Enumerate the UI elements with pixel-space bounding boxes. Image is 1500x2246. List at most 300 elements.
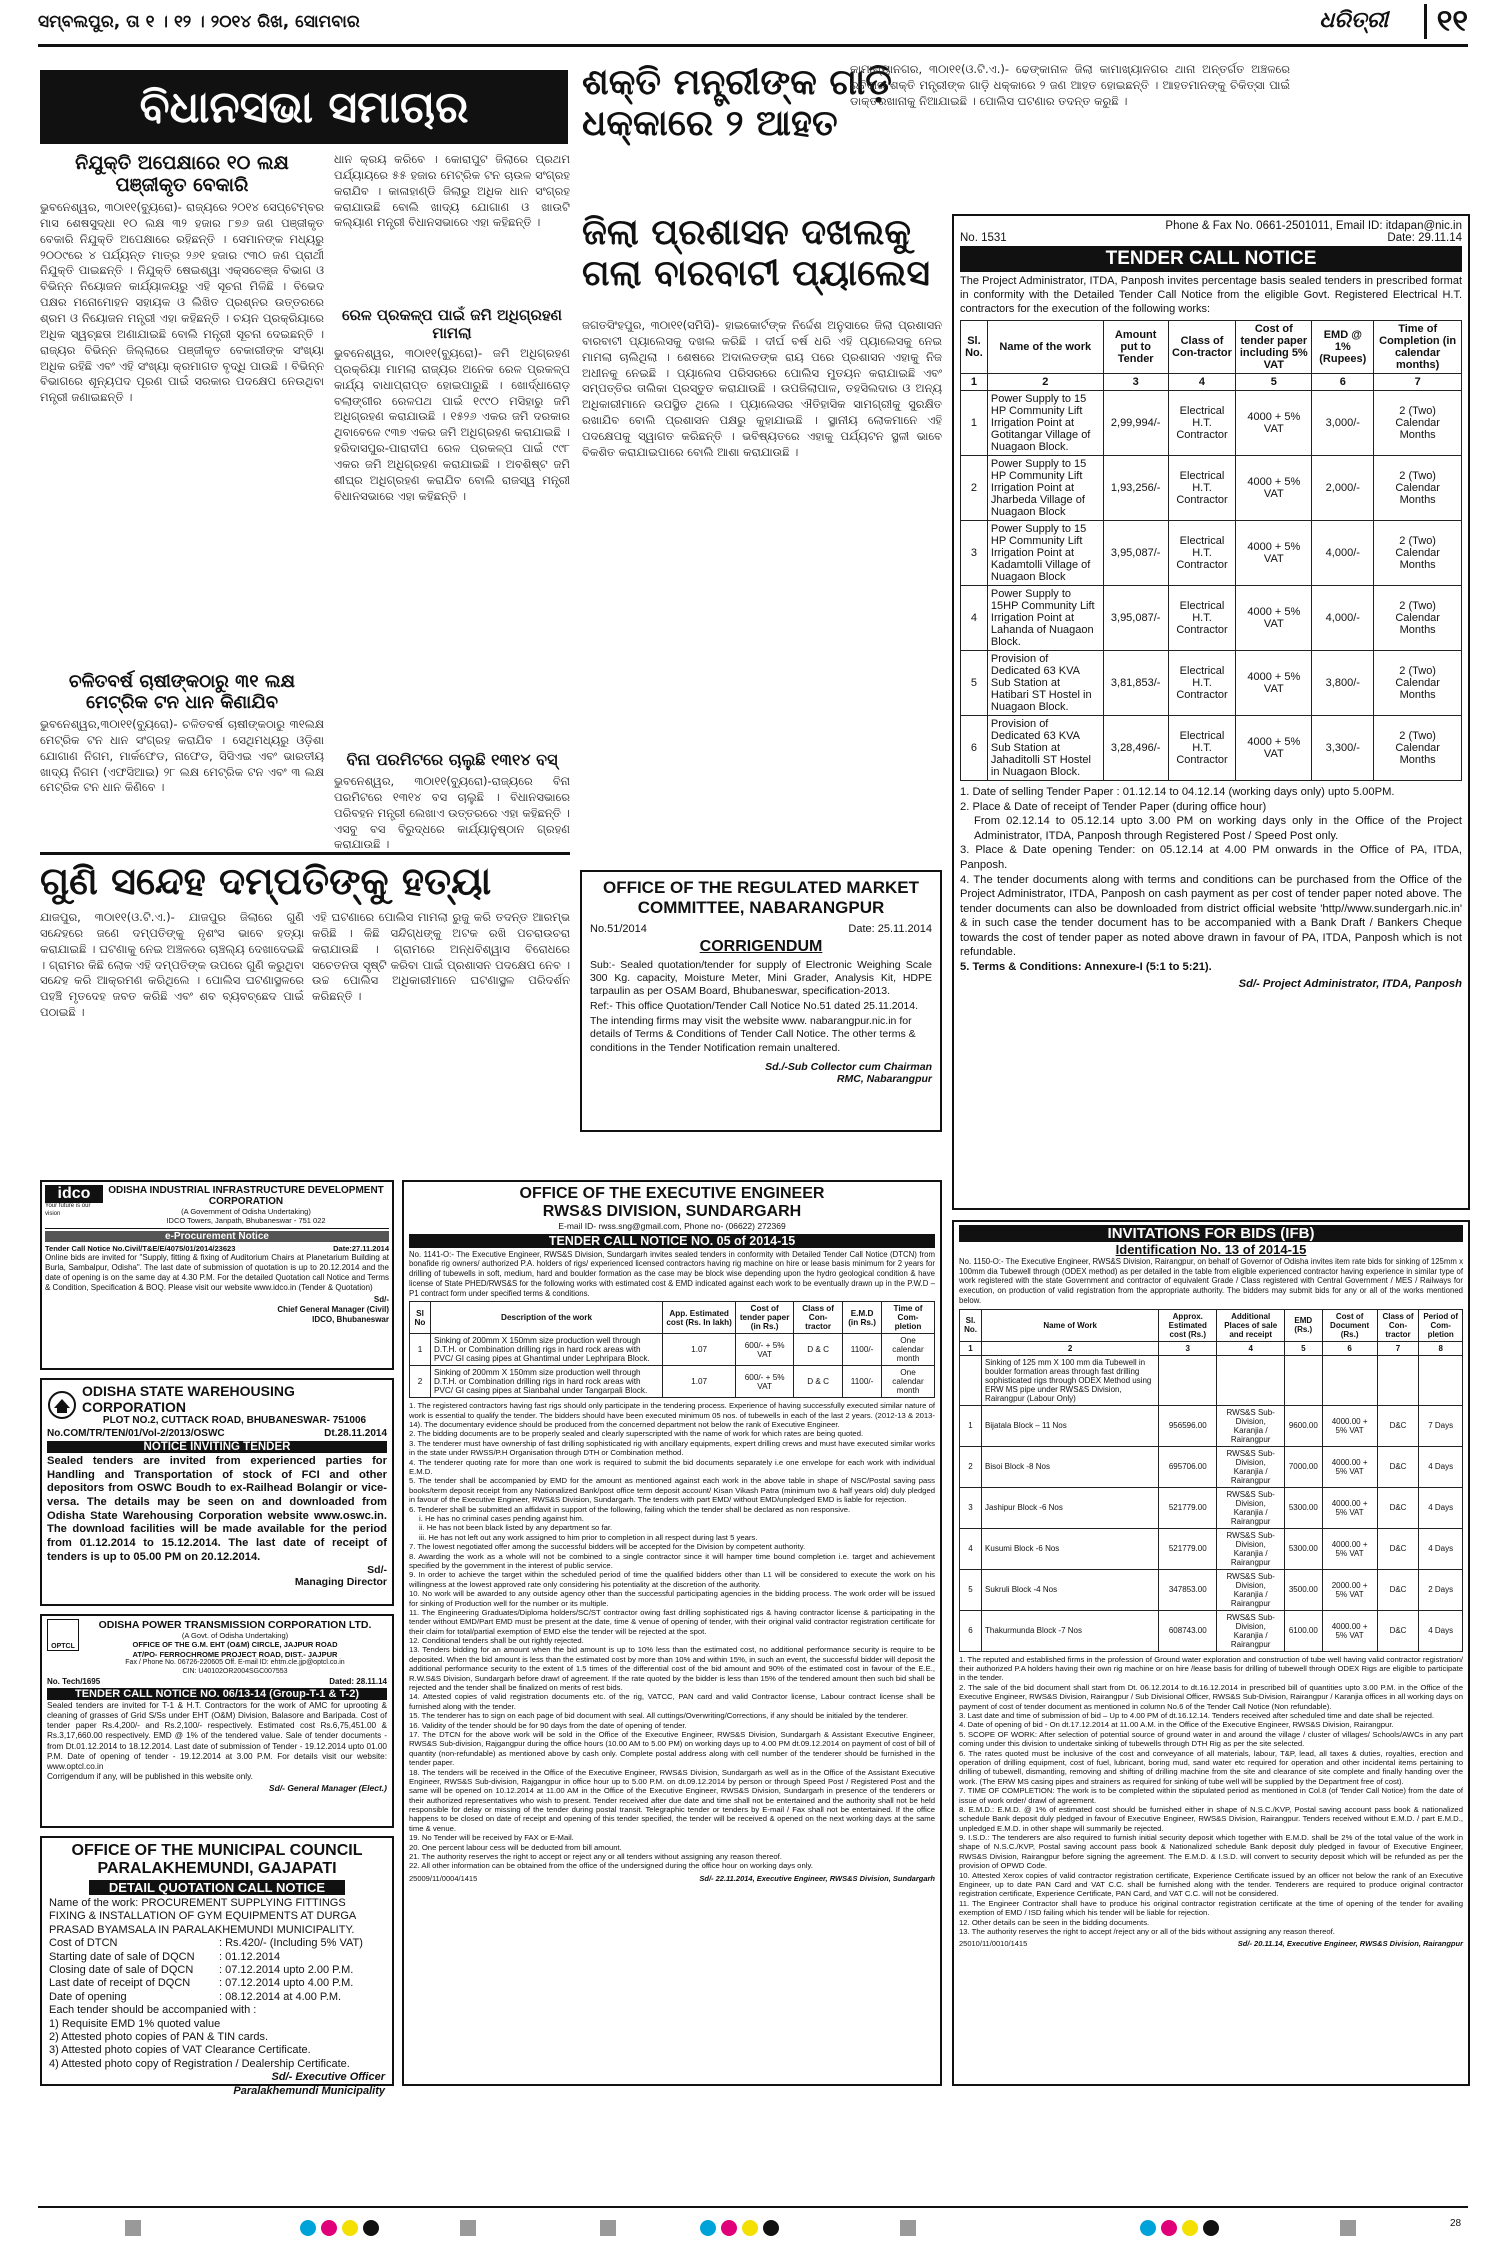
optcl-title: TENDER CALL NOTICE NO. 06/13-14 (Group-T-1 & T-2) xyxy=(47,1688,387,1700)
itda-note-2b: From 02.12.14 to 05.12.14 upto 3.00 PM on working days only in the Office of the Project Administrator, ITDA, Panposh through Registered Post / Speed Post only. xyxy=(974,815,1462,842)
rws-cell: 1.07 xyxy=(663,1366,736,1398)
headline-palace-a: ଜିଲା ପ୍ରଶାସନ ଦଖଲକୁ xyxy=(582,212,912,253)
pmc-notice xyxy=(40,1836,394,2097)
ifb-cell: 4 Days xyxy=(1419,1487,1463,1528)
optcl-addr-1: OFFICE OF THE G.M. EHT (O&M) CIRCLE, JAJPUR ROAD xyxy=(132,1640,338,1650)
article-paddy-cont: ଧାନ କ୍ରୟ କରିବେ । କୋରାପୁଟ ଜିଲାରେ ପ୍ରଥମ ପର୍ଯ୍ୟାୟରେ ୫୫ ହଜାର ମେଟ୍ରିକ ଟନ ଚାଉଳ ସଂଗ୍ରହ କରାଯିବ । କାଳାହାଣ୍ଡି ଜିଲାରୁ ଅଧିକ ଧାନ ସଂଗ୍ରହ କରାଯାଉଛି ବୋଲି ଖାଦ୍ୟ ଯୋଗାଣ ଓ ଖାଉଟି କଲ୍ୟାଣ ମନ୍ତ୍ରୀ ବିଧାନସଭାରେ ଏହା କହିଛନ୍ତି । xyxy=(334,152,570,230)
ifb-sign: Sd/- 20.11.14, Executive Engineer, RWS&S Division, Rairangpur xyxy=(1237,1939,1463,1949)
rws-header: Class of Con-tractor xyxy=(794,1302,843,1334)
itda-header: Name of the work xyxy=(987,321,1103,374)
ifb-cell: RWS&S Sub-Division, Karanjia / Rairangpur xyxy=(1217,1569,1285,1610)
article-paddy: ଭୁବନେଶ୍ୱର,୩୦ା୧୧(ବ୍ୟୁରୋ)- ଚଳିତବର୍ଷ ଚାଷୀଙ୍କଠାରୁ ୩୧ଲକ୍ଷ ମେଟ୍ରିକ ଟନ ଧାନ ସଂଗ୍ରହ କରାଯିବ । ସେଥିମଧ୍ୟରୁ ଓଡ଼ିଶା ଯୋଗାଣ ନିଗମ, ମାର୍କଫେଡ, ନାଫେଡ, ସିସିଏଇ ଏବଂ ଭାରତୀୟ ଖାଦ୍ୟ ନିଗମ (ଏଫସିଆଇ) ୨୮ ଲକ୍ଷ ମେଟ୍ରିକ ଟନ ଏବଂ ୩ ଲକ୍ଷ ମେଟ୍ରିକ ଟନ ଧାନ କିଣିବେ । xyxy=(40,717,324,795)
itda-cell: 4000 + 5% VAT xyxy=(1236,651,1312,716)
rws-cond-20: 20. One percent labour cess will be deducted from bill amount. xyxy=(409,1842,622,1852)
rws-cond-4: 4. The tenderer quoting rate for more than one work is required to submit the bid documents separately i.e one envelope for each work with individual E.M.D. xyxy=(409,1457,935,1477)
banner-title: ବିଧାନସଭା ସମାଚାର xyxy=(139,81,469,133)
optcl-addr-3: Fax / Phone No. 06726-220605 Off. E-mail ID: ehtm.cle.jjp@optcl.co.in xyxy=(125,1659,345,1667)
rmc-number: No.51/2014 xyxy=(590,922,647,935)
rws-cond-6: 6. Tenderer shall be submitted an affidavit in support of the following, failing which the tender shall be declared as non responsive. xyxy=(409,1504,851,1514)
ifb-header: Name of Work xyxy=(982,1309,1159,1341)
itda-title: TENDER CALL NOTICE xyxy=(960,246,1462,272)
magenta-dot xyxy=(721,2220,737,2236)
ifb-cond-1: 1. The reputed and established firms in the profession of Ground water exploration and construction of tube well having valid contractor registration/ their authorized P.A holders having their own rig machine or on hire /lease basis for drilling of tubewell through ODEX Rigs are eligible to participate in the tender. xyxy=(959,1654,1463,1683)
rws-cond-3: 3. The tenderer must have ownership of fast drilling sophisticated rig with ancillary equipments, expert drilling crews and must have executed similar works in the state under RWSS/P.H Organisation through DTH or Combination method. xyxy=(409,1438,935,1458)
rws-title-1: OFFICE OF THE EXECUTIVE ENGINEER xyxy=(519,1185,825,1202)
ifb-cell: D&C xyxy=(1377,1569,1419,1610)
pmc-field-2-value: : 01.12.2014 xyxy=(219,1950,281,1963)
idco-sign-3: IDCO, Bhubaneswar xyxy=(312,1315,389,1325)
itda-cell: Electrical H.T. Contractor xyxy=(1168,586,1236,651)
registration-marks xyxy=(0,2216,1500,2240)
itda-contact: Phone & Fax No. 0661-2501011, Email ID: itdapan@nic.in xyxy=(1165,220,1462,232)
gray-swatch-5 xyxy=(1340,2220,1356,2236)
itda-cell: Power Supply to 15 HP Community Lift Irrigation Point at Kadamtolli Village of Nuagaon Block xyxy=(987,521,1103,586)
ifb-cell xyxy=(1217,1355,1285,1405)
headline-bus-permit: ବିନା ପରମିଟରେ ଚାଲୁଛି ୧୩୧୪ ବସ୍ xyxy=(346,750,558,769)
ifb-cell: D&C xyxy=(1377,1446,1419,1487)
rws-header: Time of Com-pletion xyxy=(882,1302,935,1334)
ifb-header: Class of Con-tractor xyxy=(1377,1309,1419,1341)
itda-cell: 3,800/- xyxy=(1312,651,1374,716)
rws-cond-11: 11. The Engineering Graduates/Diploma holders/SC/ST contractor owing fast drilling sophisticated rigs & having contractor license & participating in the tender without EMD/Part EMD must be present at the date, time & venue of opening of tender, with their original valid contractor registration certificate for their claim for total/partial exemption of EMD else the tender will be rejected at the spot. xyxy=(409,1607,935,1636)
rws-conditions xyxy=(409,1401,935,1871)
ifb-cell: 4 xyxy=(960,1528,982,1569)
ifb-header-row xyxy=(960,1309,1463,1341)
ifb-cell: 2000.00 + 5% VAT xyxy=(1322,1569,1377,1610)
ifb-cell: 4 Days xyxy=(1419,1446,1463,1487)
oswc-date: Dt.28.11.2014 xyxy=(324,1428,387,1439)
ifb-cell: 6 xyxy=(960,1610,982,1651)
ifb-cell: Kusumi Block -6 Nos xyxy=(982,1528,1159,1569)
headline-paddy-a: ଚଳିତବର୍ଷ ଚାଷୀଙ୍କଠାରୁ ୩୧ ଲକ୍ଷ xyxy=(68,671,296,692)
rws-cond-18: 18. The tenders will be received in the Office of the Executive Engineer, RWS&S Division, Sundargarh as well as in the Office of the Assistant Executive Engineer, RWS&S Sub-division, Rajgangpur in office hour up to 5.00 P.M. on dt.09.12.2014 by person or through Speed Post / Registered Post and the same will be opened on 10.12.2014 at 11.00 AM in the Office of the Executive Engineer, RWS&S Division, Sundargarh in presence of the tenderers or their authorized representatives who wish to present. Tender received after due date and time shall not be entertained and the authority shall not be held responsible for delay or missing of the tender during postal transit. Telegraphic tender or tenders by E-mail / Fax shall not be entertained. If the office happens to be closed on date of receipt and opening of this tender specified, the tender will be received & opened on the next working days at the same time & venue. xyxy=(409,1767,935,1833)
itda-cell: 4000 + 5% VAT xyxy=(1236,586,1312,651)
rws-cond-21: 21. The authority reserves the right to accept or reject any or all tenders without assigning any reason thereof. xyxy=(409,1852,782,1862)
black-dot xyxy=(363,2220,379,2236)
itda-cell: 4 xyxy=(961,586,988,651)
itda-cell: 3 xyxy=(961,521,988,586)
itda-header: Cost of tender paper including 5% VAT xyxy=(1236,321,1312,374)
footer-page-no: 28 xyxy=(1450,2218,1462,2229)
ifb-header: Period of Com-pletion xyxy=(1419,1309,1463,1341)
itda-note-3: 3. Place & Date opening Tender: on 05.12.14 at 4.00 PM onwards in the Office of PA, ITDA, Panposh. xyxy=(960,844,1462,872)
ifb-col-number: 1 xyxy=(960,1341,982,1355)
rws-cond-1: 1. The registered contractors having fast rigs should only participate in the tendering process. Experience of having successfully executed similar nature of work is essential to qualify the tender. The bidders should have been executed minimum 05 nos. of tubewells in each of the last 2 years. (2012-13 & 2013-14). The documentary evidence should be produced from the concerned department not below the rank of Executive Engineer. xyxy=(409,1401,935,1430)
itda-col-number-row xyxy=(961,374,1462,391)
magenta-dot xyxy=(1161,2220,1177,2236)
itda-col-number: 1 xyxy=(961,374,988,391)
oswc-notice xyxy=(40,1378,394,1606)
idco-notice xyxy=(40,1180,394,1370)
itda-header: Sl. No. xyxy=(961,321,988,374)
rmc-subject: Sub:- Sealed quotation/tender for supply of Electronic Weighing Scale 300 Kg. capacity, Moisture Meter, Mini Grader, Analysis Kit, HDPE tarpaulin as per OSAM Board, Bhubaneswar, specification-2013. xyxy=(590,958,932,998)
optcl-sign: Sd/- General Manager (Elect.) xyxy=(268,1782,387,1793)
article-minister-car: କାମାଖ୍ୟାନଗର, ୩୦ା୧୧(ଓ.ଟି.ଏ.)- ଢେଙ୍କାନାଳ ଜିଲା କାମାଖ୍ୟାନଗର ଥାନା ଅନ୍ତର୍ଗତ ଅଞ୍ଚଳରେ ରବିବାର ଶକ୍ତି ମନ୍ତ୍ରୀଙ୍କ ଗାଡ଼ି ଧକ୍କାରେ ୨ ଜଣ ଆହତ ହୋଇଛନ୍ତି । ଆହତମାନଙ୍କୁ ଚିକିତ୍ସା ପାଇଁ ଡାକ୍ତରଖାନାକୁ ନିଆଯାଇଛି । ପୋଲିସ ଘଟଣାର ତଦନ୍ତ କରୁଛି । xyxy=(850,62,1290,108)
ifb-cell: D&C xyxy=(1377,1610,1419,1651)
oswc-addr: PLOT NO.2, CUTTACK ROAD, BHUBANESWAR- 751006 xyxy=(102,1415,367,1426)
yellow-dot xyxy=(1182,2220,1198,2236)
rws-cond-12: 12. Conditional tenders shall be out rightly rejected. xyxy=(409,1636,584,1646)
ifb-conditions xyxy=(959,1655,1463,1937)
ifb-cell xyxy=(1285,1355,1323,1405)
itda-note-4: 4. The tender documents along with terms and conditions can be purchased from the Office of the Project Administrator, ITDA, Panposh on cash payment as per cost of tender paper noted above. The tender documents can also be downloaded from district official website 'http//www.sundergarh.nic.in' & in such case the tender document has to be accompanied with a Bank Draft / Bankers Cheque towards the cost of tender paper as noted above drawn in favour of PA, ITDA, Panposh which is not refundable. xyxy=(960,873,1462,959)
optcl-addr-2: AT/PO- FERROCHROME PROJECT ROAD, DIST.- JAJPUR xyxy=(132,1649,338,1659)
rws-header: Sl No xyxy=(410,1302,431,1334)
itda-cell: Power Supply to 15 HP Community Lift Irrigation Point at Jharbeda Village of Nuagaon Block xyxy=(987,456,1103,521)
ifb-col-number: 5 xyxy=(1285,1341,1323,1355)
itda-header-row xyxy=(961,321,1462,374)
idco-ref: Tender Call Notice No.Civil/T&E/E/4075/01/2014/23623 xyxy=(45,1243,236,1253)
rws-header: E.M.D (in Rs.) xyxy=(843,1302,882,1334)
ifb-cond-2: 2. The sale of the bid document shall start from Dt. 06.12.2014 to dt.16.12.2014 in prescribed bill of quantities upto 3.00 P.M. in the Office of the Executive Engineer, RWS&S Division, Rairangpur / Sub Divisional Officer, RWS&S Sub-Division, Rairangpur / Karanjia offices in all working days on payment of cost of tender document as mentioned in column No.6 of the Tender Call Notice (Non refundable). xyxy=(959,1682,1463,1711)
itda-cell: 2 (Two) Calendar Months xyxy=(1374,456,1462,521)
ifb-cell: RWS&S Sub-Division, Karanjia / Rairangpur xyxy=(1217,1405,1285,1446)
itda-col-number: 6 xyxy=(1312,374,1374,391)
itda-col-number: 2 xyxy=(987,374,1103,391)
itda-col-number: 4 xyxy=(1168,374,1236,391)
ifb-cond-4: 4. Date of opening of bid - On dt.17.12.2014 at 11.00 A.M. in the Office of the Executive Engineer, RWS&S Division, Rairangpur. xyxy=(959,1720,1394,1730)
optcl-corrigendum: Corrigendum if any, will be published in this website only. xyxy=(47,1772,253,1782)
pmc-title-2: PARALAKHEMUNDI, GAJAPATI xyxy=(97,1860,337,1877)
ifb-header: Cost of Document (Rs.) xyxy=(1322,1309,1377,1341)
pmc-field-4-value: : 07.12.2014 upto 4.00 P.M. xyxy=(219,1977,354,1990)
ifb-cond-5: 5. SCOPE OF WORK: After selection of potential source of ground water in and around the village / cluster of villages/ Schools/AWCs in any part coming under this division to undertake sinking of tubewells through DTH Rig as per the site selected. xyxy=(959,1729,1463,1749)
cyan-dot xyxy=(1140,2220,1156,2236)
pmc-field-2-label: Starting date of sale of DQCN xyxy=(49,1950,195,1963)
ifb-description-row xyxy=(960,1355,1463,1405)
itda-note-2: 2. Place & Date of receipt of Tender Paper (during office hour) xyxy=(960,800,1267,813)
rws-code: 25009/11/0004/1415 xyxy=(409,1873,478,1883)
ifb-col-number-row xyxy=(960,1341,1463,1355)
itda-cell: 2 (Two) Calendar Months xyxy=(1374,521,1462,586)
ifb-cell: 6100.00 xyxy=(1285,1610,1323,1651)
ifb-cell: D&C xyxy=(1377,1528,1419,1569)
headline-minister-car-b: ଧକ୍କାରେ ୨ ଆହତ xyxy=(582,103,838,145)
rws-cond-6a: i. He has no criminal cases pending against him. xyxy=(419,1513,584,1523)
ifb-cell xyxy=(1377,1355,1419,1405)
rws-cell: Sinking of 200mm X 150mm size production well through D.T.H. or Combination drilling rigs in hard rock areas with PVC/ GI casing pipes at Sianbahal under Tangarpali Block. xyxy=(430,1366,662,1398)
rmc-corrigendum-label: CORRIGENDUM xyxy=(699,937,823,955)
ifb-header: Approx. Estimated cost (Rs.) xyxy=(1159,1309,1217,1341)
itda-cell: 2 (Two) Calendar Months xyxy=(1374,716,1462,781)
assembly-banner xyxy=(40,70,568,144)
ifb-cell: 956596.00 xyxy=(1159,1405,1217,1446)
ifb-cond-11: 11. The Engineer Contractor shall have to produce his original contractor registration certificate at the time of opening of the tender for availing exemption of EMD / ISD failing which his tender will be liable for rejection. xyxy=(959,1898,1463,1918)
news-column-2 xyxy=(334,152,570,914)
ifb-cell: 3 xyxy=(960,1487,982,1528)
ifb-cell: Jashipur Block -6 Nos xyxy=(982,1487,1159,1528)
rws-cell: D & C xyxy=(794,1366,843,1398)
ifb-cell: 4000.00 + 5% VAT xyxy=(1322,1528,1377,1569)
itda-cell: 4000 + 5% VAT xyxy=(1236,456,1312,521)
pmc-doc-1: 1) Requisite EMD 1% quoted value xyxy=(49,2017,221,2030)
headline-palace-b: ଗଲା ବାରବାଟୀ ପ୍ୟାଲେସ xyxy=(582,253,930,295)
oswc-sign-1: Sd/- xyxy=(367,1564,387,1577)
gray-swatch-4 xyxy=(900,2220,916,2236)
news-palace xyxy=(582,212,942,295)
rws-header-row xyxy=(410,1302,935,1334)
rws-cond-9: 9. In order to achieve the target within the scheduled period of time the qualified bidders other than L1 will be considered to execute the work on his willingness at the lowest approved rate only considering his potentiality at the discretion of the authority. xyxy=(409,1570,935,1589)
rws-cond-16: 16. Validity of the tender should be for 90 days from the date of opening of tender. xyxy=(409,1720,687,1730)
footer-rule xyxy=(38,2206,1468,2208)
optcl-notice xyxy=(40,1614,394,1828)
itda-note-5: 5. Terms & Conditions: Annexure-I (5:1 to 5:21). xyxy=(960,960,1212,973)
ifb-cell: 695706.00 xyxy=(1159,1446,1217,1487)
ifb-cell: 2 xyxy=(960,1446,982,1487)
itda-cell: 2 xyxy=(961,456,988,521)
rws-cell: 600/- + 5% VAT xyxy=(736,1366,794,1398)
rws-cond-6b: ii. He has not been black listed by any department so far. xyxy=(419,1523,613,1533)
dateline: ସମ୍ବଲପୁର, ତା ୧ । ୧୨ । ୨୦୧୪ ରିଖ, ସୋମବାର xyxy=(38,12,360,32)
itda-number: No. 1531 xyxy=(960,232,1007,244)
pmc-field-5-label: Date of opening xyxy=(49,1990,127,2003)
idco-date: Date:27.11.2014 xyxy=(333,1243,389,1253)
itda-cell: 3,28,496/- xyxy=(1103,716,1168,781)
idco-notice-title: e-Procurement Notice xyxy=(45,1231,389,1242)
pmc-doc-2: 2) Attested photo copies of PAN & TIN cards. xyxy=(49,2031,269,2044)
headline-paddy-b: ମେଟ୍ରିକ ଟନ ଧାନ କିଣାଯିବ xyxy=(85,692,279,713)
rws-header: Description of the work xyxy=(430,1302,662,1334)
magenta-dot xyxy=(321,2220,337,2236)
itda-tender-notice xyxy=(952,214,1470,1210)
rws-row xyxy=(410,1334,935,1366)
gray-swatch-2 xyxy=(460,2220,476,2236)
itda-cell: Electrical H.T. Contractor xyxy=(1168,716,1236,781)
ifb-cond-12: 12. Other details can be seen in the bidding documents. xyxy=(959,1917,1150,1927)
ifb-cell: RWS&S Sub-Division, Karanjia / Rairangpur xyxy=(1217,1528,1285,1569)
rmc-sign-1: Sd./-Sub Collector cum Chairman xyxy=(765,1060,932,1073)
rws-cond-19: 19. No Tender will be received by FAX or E-Mail. xyxy=(409,1833,574,1843)
article-unemployed: ଭୁବନେଶ୍ୱର, ୩୦ା୧୧(ବ୍ୟୁରୋ)- ରାଜ୍ୟରେ ୨୦୧୪ ସେପ୍ଟେମ୍ବର ମାସ ଶେଷସୁଦ୍ଧା ୧୦ ଲକ୍ଷ ୩୨ ହଜାର ୮୭୬ ଜଣ ପଞ୍ଜୀକୃତ ବେକାରି ନିଯୁକ୍ତି ଅପେକ୍ଷାରେ ରହିଛନ୍ତି । ସେମାନଙ୍କ ମଧ୍ୟରୁ ୨୦୦୯ରେ ୪ ପର୍ଯ୍ୟନ୍ତ ମାତ୍ର ୨୬୧ ହଜାର ୯୩୦ ଜଣ ପ୍ରାର୍ଥୀ ନିଯୁକ୍ତି ପାଇଛନ୍ତି । ନିଯୁକ୍ତି ଷେଇଶ୍ୱା ଏକ୍ସଚେଞ୍ଜ ବିଭାଗ ଓ ବିଭିନ୍ନ ନିୟୋଜନ କାର୍ଯ୍ୟାଳୟରୁ ଏହି ସୂଚନା ମିଳିଛି । ବିଭେଦ ପକ୍ଷର ମନୋମୋହନ ସହାୟକ ଓ ଲିଖିତ ପ୍ରଶ୍ନର ଉତ୍ତରରେ ଶ୍ରମ ଓ ନିୟୋଜନ ମନ୍ତ୍ରୀ ଏହା କହିଛନ୍ତି । ଚୟନ ପ୍ରକ୍ରିୟାରେ ଅଧିକ ସ୍ୱଚ୍ଛତା ଅଣାଯାଇଛି ବୋଲି ମନ୍ତ୍ରୀ ସୂଚନା ଦେଇଛନ୍ତି । ରାଜ୍ୟର ବିଭିନ୍ନ ଜିଲ୍ଲାରେ ପଞ୍ଜୀକୃତ ବେକାରୀଙ୍କ ସଂଖ୍ୟା ଅଧିକ ରହିଛି ଏବଂ ଏହି ସଂଖ୍ୟା କ୍ରମାଗତ ବୃଦ୍ଧି ପାଉଛି । ବିଭିନ୍ନ ବିଭାଗରେ ଶୂନ୍ୟପଦ ପୂରଣ ପାଇଁ ସରକାର ପଦକ୍ଷେପ ନେଉଥିବା ମନ୍ତ୍ରୀ ଜଣାଇଛନ୍ତି । xyxy=(40,200,324,405)
optcl-cin: CIN: U40102OR2004SGC007553 xyxy=(182,1667,288,1675)
ifb-cell: 608743.00 xyxy=(1159,1610,1217,1651)
rws-cond-10: 10. No work will be awarded to any outside agency other than the successful participating agencies in the bidding process. The work order will be issued for sinking of Production well for the number or its multiple. xyxy=(409,1589,935,1608)
ifb-row xyxy=(960,1610,1463,1651)
itda-date: Date: 29.11.14 xyxy=(1387,232,1462,244)
itda-cell: 3,95,087/- xyxy=(1103,586,1168,651)
itda-cell: 3,300/- xyxy=(1312,716,1374,781)
pmc-field-4-label: Last date of receipt of DQCN xyxy=(49,1977,191,1990)
itda-row xyxy=(961,391,1462,456)
rws-cond-14: 14. Attested copies of valid registration documents etc. of the rig, VATCC, PAN card and valid Contractor license, Labour contract license shall be furnished along with the tender. xyxy=(409,1692,935,1711)
ifb-col-number: 3 xyxy=(1159,1341,1217,1355)
news-column-1 xyxy=(40,152,324,815)
ifb-cell: 5300.00 xyxy=(1285,1528,1323,1569)
itda-cell: 3,81,853/- xyxy=(1103,651,1168,716)
ifb-title: INVITATIONS FOR BIDS (IFB) xyxy=(959,1225,1463,1242)
ifb-header: EMD (Rs.) xyxy=(1285,1309,1323,1341)
itda-cell: 4000 + 5% VAT xyxy=(1236,716,1312,781)
rws-cell: 1.07 xyxy=(663,1334,736,1366)
itda-row xyxy=(961,521,1462,586)
oswc-sign-2: Managing Director xyxy=(294,1576,387,1589)
ifb-col-number: 6 xyxy=(1322,1341,1377,1355)
idco-logo: idco xyxy=(45,1185,103,1203)
rws-cell: 1100/- xyxy=(843,1334,882,1366)
ifb-cell xyxy=(1419,1355,1463,1405)
optcl-body: Sealed tenders are invited for T-1 & H.T. Contractors for the work of AMC for uprooting & cleaning of grasses of Grid S/Ss under EHT (O&M) Division, Balasore and Baripada. Cost of tender paper Rs.4,200/- and Rs.2,100/- respectively. Estimated cost Rs.6,75,451.00 & Rs.3,17,660.00 respectively. EMD @ 1% of the tendered value. Sale of tender documents - from Dt.01.12.2014 to 18.12.2014. Last date of submission of Tender - 19.12.2014 upto 01.00 P.M. Date of opening of tender - 19.12.2014 at 3.00 P.M. For details visit our website: www.optcl.co.in xyxy=(47,1700,387,1772)
headline-unemployed-a: ନିଯୁକ୍ତି ଅପେକ୍ଷାରେ ୧୦ ଲକ୍ଷ xyxy=(75,152,289,174)
itda-header: Class of Con-tractor xyxy=(1168,321,1236,374)
itda-cell: Provision of Dedicated 63 KVA Sub Station at Jahaditolli ST Hostel in Nuagaon Block. xyxy=(987,716,1103,781)
cyan-dot xyxy=(300,2220,316,2236)
ifb-cell: 7000.00 xyxy=(1285,1446,1323,1487)
rws-cell: One calendar month xyxy=(882,1366,935,1398)
headline-rail-land: ରେଳ ପ୍ରକଳ୍ପ ପାଇଁ ଜମି ଅଧିଗ୍ରହଣ ମାମଲା xyxy=(341,306,562,342)
itda-col-number: 3 xyxy=(1103,374,1168,391)
itda-cell: 4000 + 5% VAT xyxy=(1236,521,1312,586)
optcl-date: Dated: 28.11.14 xyxy=(329,1676,387,1686)
ifb-cond-6: 6. The rates quoted must be inclusive of the cost and conveyance of all materials, labour, T&P, lead, all taxes & duties, royalties, erection and operation of drilling equipment, cost of fuel, lubricant, boring mud, sand water etc required for operation and other incidental items pertaining to drilling of tubewell, dismantling, removing and shifting of drilling machine from the site and clearance of site complete and finally handing over the work. (The ERW MS casing pipes and strainers as required for sinking of tube well will be supplied by the Department free of cost). xyxy=(959,1748,1463,1786)
article-bus-permit: ଭୁବନେଶ୍ୱର, ୩୦ା୧୧(ବ୍ୟୁରୋ)-ରାଜ୍ୟରେ ବିନା ପରମିଟରେ ୧୩୧୪ ବସ ଚାଲୁଛି । ବିଧାନସଭାରେ ପରିବହନ ମନ୍ତ୍ରୀ ଲେଖାଏ ଉତ୍ତରରେ ଏହା କହିଛନ୍ତି । ଏସବୁ ବସ ବିରୁଦ୍ଧରେ କାର୍ଯ୍ୟାନୁଷ୍ଠାନ ଗ୍ରହଣ କରାଯାଉଛି । xyxy=(334,774,570,852)
ifb-cell: 347853.00 xyxy=(1159,1569,1217,1610)
itda-header: Amount put to Tender xyxy=(1103,321,1168,374)
headline-minister-car-a: ଶକ୍ତି ମନ୍ତ୍ରୀଙ୍କ ଗାଡ଼ି xyxy=(582,62,892,103)
ifb-cell: 7 Days xyxy=(1419,1405,1463,1446)
rws-cond-15: 15. The tenderer has to sign on each page of bid document with seal. All cuttings/Overwriting/Corrections, if any should be initialed by the tenderer. xyxy=(409,1711,908,1721)
masthead xyxy=(38,6,1468,42)
ifb-cell: 4 Days xyxy=(1419,1610,1463,1651)
article-murder-1: ଯାଜପୁର, ୩୦ା୧୧(ଓ.ଟି.ଏ.)- ଯାଜପୁର ଜିଲାରେ ଗୁଣି ସନ୍ଦେହରେ ଜଣେ ଦମ୍ପତିଙ୍କୁ ନୃଶଂସ ଭାବେ ହତ୍ୟା କରାଯାଇଛି । ଘଟଣାକୁ ନେଇ ଅଞ୍ଚଳରେ ଚାଞ୍ଚଲ୍ୟ ଦେଖାଦେଇଛି । ଗ୍ରାମର କିଛି ଲୋକ ଏହି ଦମ୍ପତିଙ୍କ ଉପରେ ଗୁଣି କରୁଥିବା ସନ୍ଦେହ କରି ଆକ୍ରମଣ କରିଥିଲେ । ପୋଲିସ ଘଟଣାସ୍ଥଳରେ ପହଞ୍ଚି ମୃତଦେହ ଜବତ କରିଛି ଏବଂ ଶବ ବ୍ୟବଚ୍ଛେଦ ପାଇଁ ପଠାଇଛି । xyxy=(40,910,304,1020)
ifb-col-number: 7 xyxy=(1377,1341,1419,1355)
rws-cell: 1100/- xyxy=(843,1366,882,1398)
ifb-identification: Identification No. 13 of 2014-15 xyxy=(1115,1242,1307,1257)
itda-cell: 2,000/- xyxy=(1312,456,1374,521)
header-rule xyxy=(38,44,1468,47)
ifb-row xyxy=(960,1487,1463,1528)
pmc-sign-1: Sd/- Executive Officer xyxy=(271,2071,385,2084)
article-palace: ଜଗତସିଂହପୁର, ୩୦ା୧୧(ସମିସି)- ହାଇକୋର୍ଟଙ୍କ ନିର୍ଦ୍ଦେଶ ଅନୁସାରେ ଜିଲା ପ୍ରଶାସନ ବାରବାଟୀ ପ୍ୟାଲେସକୁ ଦଖଲ କରିଛି । ଦୀର୍ଘ ବର୍ଷ ଧରି ଏହି ପ୍ୟାଲେସକୁ ନେଇ ମାମଲା ଚାଲିଥିଲା । ଶେଷରେ ଅଦାଲତଙ୍କ ରାୟ ପରେ ପ୍ରଶାସନ ଏହାକୁ ନିଜ ଅଧୀନକୁ ନେଇଛି । ପ୍ୟାଲେସ ପରିସରରେ ପୋଲିସ ମୁତୟନ କରାଯାଇଛି ଏବଂ ସମ୍ପତ୍ତିର ତାଲିକା ପ୍ରସ୍ତୁତ କରାଯାଉଛି । ଉପଜିଲାପାଳ, ତହସିଲଦାର ଓ ଅନ୍ୟ ଅଧିକାରୀମାନେ ଉପସ୍ଥିତ ଥିଲେ । ପ୍ୟାଲେସର ଐତିହାସିକ ସାମଗ୍ରୀକୁ ସୁରକ୍ଷିତ ରଖାଯିବ ବୋଲି ପ୍ରଶାସନ ପକ୍ଷରୁ କୁହାଯାଇଛି । ସ୍ଥାନୀୟ ଲୋକମାନେ ଏହି ପଦକ୍ଷେପକୁ ସ୍ୱାଗତ କରିଛନ୍ତି । ଭବିଷ୍ୟତରେ ଏହାକୁ ପର୍ଯ୍ୟଟନ ସ୍ଥଳୀ ଭାବେ ବିକଶିତ କରାଯାଇପାରେ ବୋଲି ଆଶା କରାଯାଉଛି । xyxy=(582,318,942,459)
itda-cell: 2 (Two) Calendar Months xyxy=(1374,651,1462,716)
rws-row xyxy=(410,1366,935,1398)
rws-cond-17: 17. The DTCN for the above work will be sold in the Office of the Executive Engineer, RWS&S Division, Sundargarh & Assistant Executive Engineer, RWS&S Sub-division, Rajgangpur during the office hours (10.00 AM to 5.00 PM) on working days up to 4.00 PM dt.09.12.2014 on payment of cost of bill of quantity (non-refundable) as mentioned above by cash only. Complete postal address along with cell number of the tenderer should be furnished in the tender paper. xyxy=(409,1729,935,1768)
cmyk-marks-3 xyxy=(1140,2220,1224,2240)
ifb-cell xyxy=(1322,1355,1377,1405)
itda-cell: 6 xyxy=(961,716,988,781)
rws-cond-7: 7. The lowest negotiated offer among the successful bidders will be accepted for the Division by competent authority. xyxy=(409,1542,806,1552)
ifb-table xyxy=(959,1309,1463,1652)
itda-cell: 4,000/- xyxy=(1312,521,1374,586)
ifb-cell: 3500.00 xyxy=(1285,1569,1323,1610)
ifb-header: Additional Places of sale and receipt xyxy=(1217,1309,1285,1341)
ifb-header: Sl. No. xyxy=(960,1309,982,1341)
pmc-accompany: Each tender should be accompanied with : xyxy=(49,2004,257,2017)
ifb-intro: No. 1150-O:- The Executive Engineer, RWS&S Division, Rairangpur, on behalf of Governor of Odisha invites item rate bids for sinking of 125mm x 100mm dia Tubewell through (ODEX method) as per detailed in the table from eligible experienced contractor having experience in similar type of work registered with the state Government and contractor of equivalent Grade / Class registered with Central Government / MES / Railways for execution, on production of valid registration from the appropriate authority. The bidders may submit bids for any or all of the works mentioned below. xyxy=(959,1257,1463,1305)
page-number: ୧୧ xyxy=(1424,4,1468,39)
optcl-name: ODISHA POWER TRANSMISSION CORPORATION LTD. xyxy=(98,1619,372,1631)
idco-tagline: Your future is our vision xyxy=(45,1203,91,1217)
itda-cell: Electrical H.T. Contractor xyxy=(1168,651,1236,716)
pmc-title-3: DETAIL QUOTATION CALL NOTICE xyxy=(89,1880,345,1895)
ifb-cond-3: 3. Last date and time of submission of bid – Up to 4.00 PM of dt.16.12.14. Tenders received after scheduled time and date shall be rejected. xyxy=(959,1711,1435,1721)
pmc-field-1-value: : Rs.420/- (Including 5% VAT) xyxy=(219,1937,363,1950)
ifb-col-number: 2 xyxy=(982,1341,1159,1355)
ifb-cell: Bijatala Block – 11 Nos xyxy=(982,1405,1159,1446)
rws-cond-13: 13. Tenders bidding for an amount when the bid amount is up to 10% less than the estimated cost, no additional performance security is require to be deposited. When the bid amount is less than the estimated cost by more than 10% and within 15%, in such an event, the successful bidder will deposit the additional performance security to the extent of 1.5 times of the differential cost of the bid amount and 90% of the estimated cost in favour of the E.E., R.W.S&S Division, Sundargarh before draw! of agreement. If the rate quoted by the bidder is less than 15% of the tendered amount then such bid shall be rejected and the tender shall be finalized on merits of rest bids. xyxy=(409,1645,935,1693)
ifb-cell: 5 xyxy=(960,1569,982,1610)
ifb-cell: 4000.00 + 5% VAT xyxy=(1322,1446,1377,1487)
rws-title-2: RWS&S DIVISION, SUNDARGARH xyxy=(542,1203,802,1220)
ifb-cond-9: 9. I.S.D.: The tenderers are also required to furnish initial security deposit which together with E.M.D. shall be 2% of the total value of the work in shape of N.S.C./KVP, Postal saving account pass book & Nationalized schedule Bank deposit duly pledged in favour of Executive Engineer, RWS&S Division, Rairangpur before signing the agreement. The E.M.D. & I.S.D. will convert to security deposit which will be refunded as per the provision of OPWD Code. xyxy=(959,1833,1463,1871)
idco-sub: (A Government of Odisha Undertaking) xyxy=(181,1207,311,1216)
ifb-cell: 521779.00 xyxy=(1159,1528,1217,1569)
rws-header: Cost of tender paper (in Rs.) xyxy=(736,1302,794,1334)
ifb-cond-13: 13. The authority reserves the right to accept /reject any or all of the bids without assigning any reason thereof. xyxy=(959,1927,1335,1936)
itda-cell: 2 (Two) Calendar Months xyxy=(1374,586,1462,651)
itda-table xyxy=(960,320,1462,781)
ifb-cell: RWS&S Sub-Division, Karanjia / Rairangpur xyxy=(1217,1446,1285,1487)
idco-sign-2: Chief General Manager (Civil) xyxy=(277,1305,389,1315)
ifb-row xyxy=(960,1405,1463,1446)
rmc-reference: Ref:- This office Quotation/Tender Call Notice No.51 dated 25.11.2014. xyxy=(590,1000,919,1013)
idco-name: ODISHA INDUSTRIAL INFRASTRUCTURE DEVELOPMENT CORPORATION xyxy=(108,1185,384,1207)
itda-header: EMD @ 1% (Rupees) xyxy=(1312,321,1374,374)
itda-cell: 3,000/- xyxy=(1312,391,1374,456)
ifb-cell: D&C xyxy=(1377,1405,1419,1446)
pmc-sign-2: Paralakhemundi Municipality xyxy=(233,2084,385,2097)
itda-sign: Sd/- Project Administrator, ITDA, Panposh xyxy=(1238,977,1462,990)
optcl-logo: OPTCL xyxy=(47,1619,79,1651)
itda-cell: 4000 + 5% VAT xyxy=(1236,391,1312,456)
rws-sundargarh-notice xyxy=(402,1180,942,2086)
ifb-cell: 4000.00 + 5% VAT xyxy=(1322,1487,1377,1528)
cmyk-marks-2 xyxy=(700,2220,784,2240)
rws-cell: 600/- + 5% VAT xyxy=(736,1334,794,1366)
black-dot xyxy=(1203,2220,1219,2236)
rmc-title: OFFICE OF THE REGULATED MARKET COMMITTEE, NABARANGPUR xyxy=(602,878,920,918)
ifb-cell: 5300.00 xyxy=(1285,1487,1323,1528)
oswc-body: Sealed tenders are invited from experienced parties for Handling and Transportation of stock of FCI and other depositors from OSWC Boudh to ex-Railhead Bolangir or vice-versa. The details may be seen on and downloaded from Odisha State Warehousing Corporation website www.oswc.in. The download facilities will be made available for the period from 01.12.2014 to 15.12.2014. The last date of receipt of tenders is up to 05.00 PM on 20.12.2014. xyxy=(47,1455,387,1563)
yellow-dot xyxy=(342,2220,358,2236)
ifb-cell: 521779.00 xyxy=(1159,1487,1217,1528)
ifb-cell xyxy=(960,1355,982,1405)
rws-cell: One calendar month xyxy=(882,1334,935,1366)
itda-cell: 2,99,994/- xyxy=(1103,391,1168,456)
optcl-number: No. Tech/1695 xyxy=(47,1676,101,1686)
rws-table xyxy=(409,1301,935,1398)
rws-sign: Sd/- 22.11.2014, Executive Engineer, RWS&S Division, Sundargarh xyxy=(699,1873,935,1883)
itda-cell: 4,000/- xyxy=(1312,586,1374,651)
ifb-row xyxy=(960,1446,1463,1487)
article-rail-land: ଭୁବନେଶ୍ୱର, ୩୦ା୧୧(ବ୍ୟୁରୋ)- ଜମି ଅଧିଗ୍ରହଣ ପ୍ରକ୍ରିୟା ମାମଲା ରାଜ୍ୟର ଅନେକ ରେଳ ପ୍ରକଳ୍ପ କାର୍ଯ୍ୟ ବାଧାପ୍ରାପ୍ତ ହୋଇପାରୁଛି । ଖୋର୍ଦ୍ଧାରୋଡ଼ ବଲାଙ୍ଗୀର ରେଳପଥ ପାଇଁ ୧୯୯୦ ମସିହାରୁ ଜମି ଅଧିଗ୍ରହଣ କରାଯାଉଛି । ୧୫୨୬ ଏକର ଜମି ଦରକାର ଥିବାବେଳେ ୯୩୭ ଏକର ଜମି ଅଧିଗ୍ରହଣ କରାଯାଇଛି । ହରିଦାସପୁର-ପାରାଦୀପ ରେଳ ପ୍ରକଳ୍ପ ପାଇଁ ୯୯୮ ଏକର ଜମି ଅଧିଗ୍ରହଣ କରାଯାଇଛି । ଅବଶିଷ୍ଟ ଜମି ଶୀଘ୍ର ଅଧିଗ୍ରହଣ କରାଯିବ ବୋଲି ରାଜସ୍ୱ ମନ୍ତ୍ରୀ ବିଧାନସଭାରେ ଏହା କହିଛନ୍ତି । xyxy=(334,346,570,503)
ifb-cell: Sukruli Block -4 Nos xyxy=(982,1569,1159,1610)
article-murder-2: ଏହି ଘଟଣାରେ ପୋଲିସ ମାମଲା ରୁଜୁ କରି ତଦନ୍ତ ଆରମ୍ଭ କରିଛି । କିଛି ସନ୍ଦିଗ୍ଧଙ୍କୁ ଅଟକ ରଖି ପଚରାଉଚରା କରାଯାଉଛି । ଗ୍ରାମରେ ଅନ୍ଧବିଶ୍ୱାସ ବିରୋଧରେ ସଚେତନତା ସୃଷ୍ଟି କରିବା ପାଇଁ ପ୍ରଶାସନ ପଦକ୍ଷେପ ନେବ । ଉଚ୍ଚ ପୋଲିସ ଅଧିକାରୀମାନେ ଘଟଣାସ୍ଥଳ ପରିଦର୍ଶନ କରିଛନ୍ତି । xyxy=(312,910,570,1004)
pmc-field-5-value: : 08.12.2014 at 4.00 P.M. xyxy=(219,1990,342,2003)
ifb-code: 25010/11/0010/1415 xyxy=(959,1939,1028,1949)
pmc-work: Name of the work: PROCUREMENT SUPPLYING FITTINGS FIXING & INSTALLATION OF GYM EQUIPMENTS AT DURGA PRASAD BYAMSALA IN PARALAKHEMUNDI MUNICIPALITY. xyxy=(49,1897,356,1936)
rws-header: App. Estimated cost (Rs. In lakh) xyxy=(663,1302,736,1334)
rws-cell: 1 xyxy=(410,1334,431,1366)
ifb-description: Sinking of 125 mm X 100 mm dia Tubewell in boulder formation areas through fast drilling sophisticated rigs through ODEX Method using ERW MS pipe under RWS&S Division, Rairangpur (Labour Only) xyxy=(982,1355,1159,1405)
itda-col-number: 5 xyxy=(1236,374,1312,391)
headline-unemployed-b: ପଞ୍ଜୀକୃତ ବେକାରି xyxy=(115,174,249,196)
ifb-cell: 4000.00 + 5% VAT xyxy=(1322,1405,1377,1446)
rmc-corrigendum-notice xyxy=(580,870,942,1132)
itda-intro: The Project Administrator, ITDA, Panposh invites percentage basis sealed tenders in prescribed format in conformity with the Detailed Tender Call Notice from the eligible Govt. Registered Electrical H.T. contractors for the execution of the following works: xyxy=(960,275,1462,316)
oswc-title: NOTICE INVITING TENDER xyxy=(47,1441,387,1453)
idco-addr: IDCO Towers, Janpath, Bhubaneswar - 751 022 xyxy=(166,1216,326,1226)
pmc-field-1-label: Cost of DTCN xyxy=(49,1937,118,1950)
cyan-dot xyxy=(700,2220,716,2236)
rws-cond-22: 22. All other information can be obtained from the office of the undersigned during the office hour on working days only. xyxy=(409,1861,813,1871)
itda-cell: Electrical H.T. Contractor xyxy=(1168,456,1236,521)
headline-murder: ଗୁଣି ସନ୍ଦେହ ଦମ୍ପତିଙ୍କୁ ହତ୍ୟା xyxy=(40,852,570,904)
black-dot xyxy=(763,2220,779,2236)
rws-cell: D & C xyxy=(794,1334,843,1366)
optcl-sub: (A Govt. of Odisha Undertaking) xyxy=(181,1631,289,1640)
ifb-cell: Bisoi Block -8 Nos xyxy=(982,1446,1159,1487)
rws-title: TENDER CALL NOTICE NO. 05 of 2014-15 xyxy=(409,1234,935,1248)
